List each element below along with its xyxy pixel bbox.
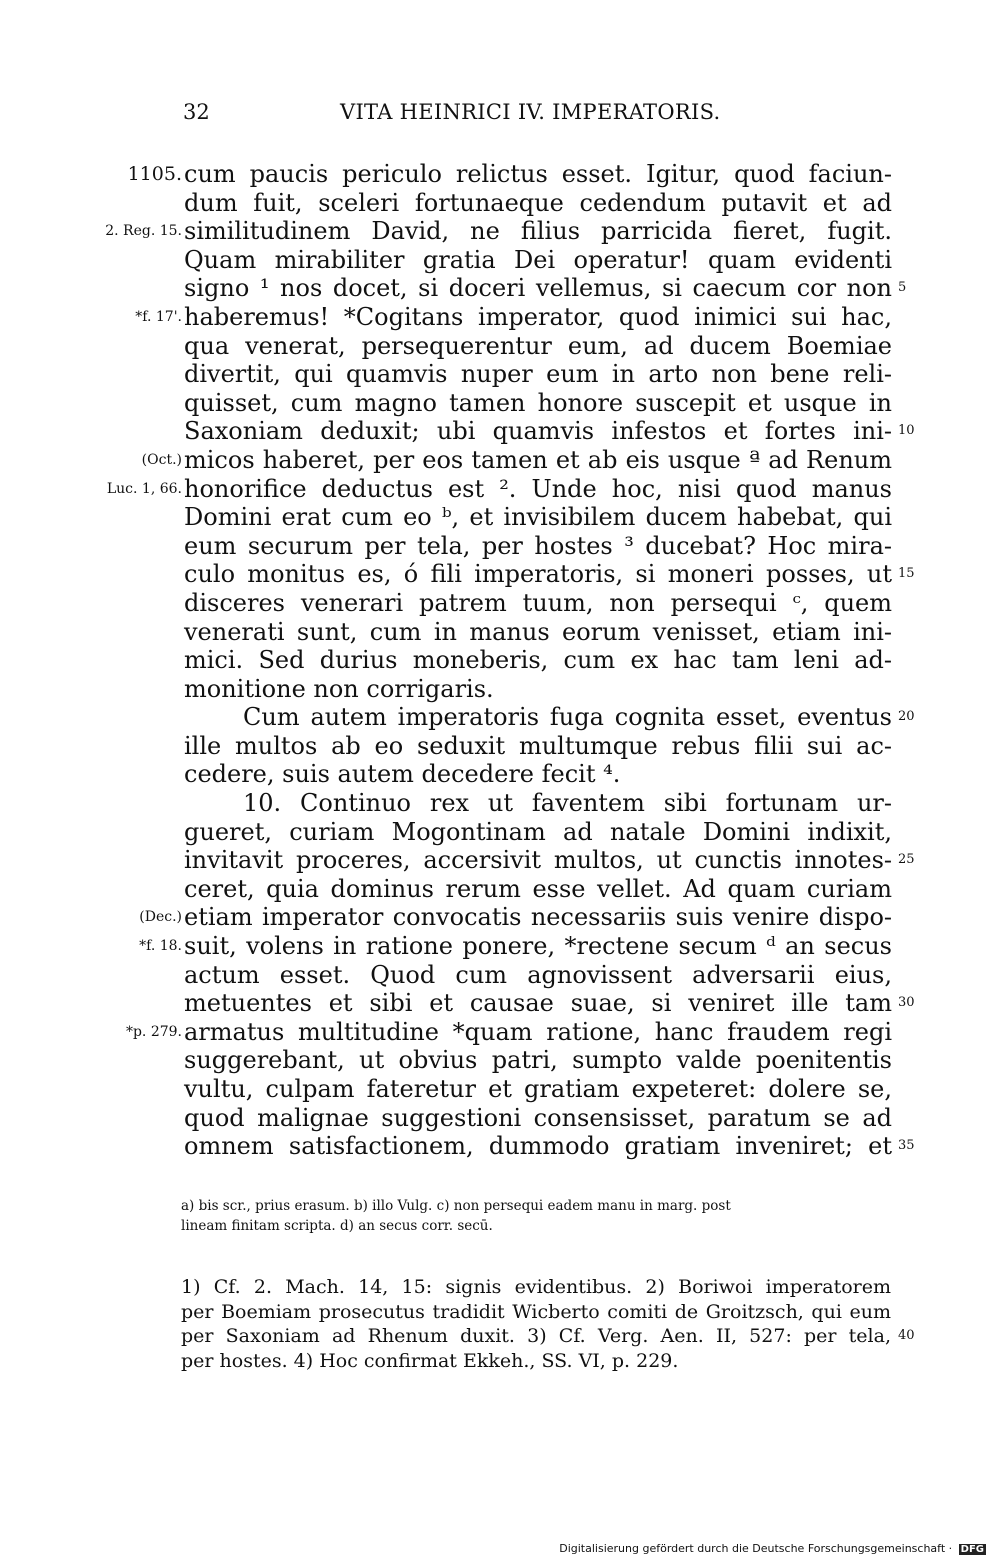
line-text: haberemus! *Cogitans imperator, quod inimici sui hac, — [184, 302, 892, 331]
text-line — [0, 903, 1000, 932]
line-text: quod malignae suggestioni consensisset, paratum se ad — [184, 1103, 892, 1132]
text-line — [0, 732, 1000, 761]
text-line — [0, 1018, 1000, 1047]
margin-note: (Dec.) — [139, 909, 182, 926]
critical-apparatus — [181, 1196, 893, 1236]
text-line — [0, 303, 1000, 332]
line-text: cum paucis periculo relictus esset. Igitur, quod faciun- — [184, 160, 892, 188]
line-text: actum esset. Quod cum agnovissent adversarii eius, — [184, 960, 892, 989]
text-line — [0, 961, 1000, 990]
text-line — [0, 246, 1000, 275]
line-text: disceres venerari patrem tuum, non persequi ᶜ, quem — [184, 588, 892, 617]
text-line — [0, 703, 1000, 732]
text-line — [0, 1132, 1000, 1161]
digitization-credit — [559, 1542, 986, 1555]
line-text: micos haberet, per eos tamen et ab eis usque ª ad Renum — [184, 445, 892, 474]
text-line — [0, 446, 1000, 475]
line-text: monitione non corrigaris. — [184, 674, 494, 703]
line-text: Domini erat cum eo ᵇ, et invisibilem ducem habebat, qui — [184, 503, 892, 532]
line-text: etiam imperator convocatis necessariis suis venire dispo- — [184, 903, 892, 932]
line-text: cedere, suis autem decedere fecit ⁴. — [184, 760, 621, 789]
line-number: 25 — [898, 852, 915, 868]
line-text: metuentes et sibi et causae suae, si veniret ille tam — [184, 989, 892, 1018]
line-text: venerati sunt, cum in manus eorum venisset, etiam ini- — [184, 617, 892, 646]
line-text: suit, volens in ratione ponere, *rectene secum ᵈ an secus — [184, 932, 892, 961]
footnote-text: 1) Cf. 2. Mach. 14, 15: signis evidentibus. 2) Boriwoi imperatorem — [181, 1276, 891, 1298]
line-text: culo monitus es, ó fili imperatoris, si moneri posses, ut — [184, 560, 892, 589]
text-line — [0, 589, 1000, 618]
main-text — [0, 160, 1000, 1161]
line-text: suggerebant, ut obvius patri, sumpto valde poenitentis — [184, 1046, 892, 1075]
line-number: 35 — [898, 1138, 915, 1154]
footnote-line — [181, 1275, 895, 1300]
running-header — [0, 100, 1000, 134]
text-line — [0, 818, 1000, 847]
text-line — [0, 274, 1000, 303]
text-line — [0, 1046, 1000, 1075]
footnote-text: per Boemiam prosecutus tradidit Wicberto comiti de Groitzsch, qui eum — [181, 1300, 891, 1323]
credit-text: Digitalisierung gefördert durch die Deutsche Forschungsgemeinschaft · — [559, 1542, 953, 1555]
text-line — [0, 989, 1000, 1018]
line-text: armatus multitudine *quam ratione, hanc fraudem regi — [184, 1017, 892, 1046]
line-text: honorifice deductus est ². Unde hoc, nisi quod manus — [184, 474, 892, 503]
line-text: vultu, culpam fateretur et gratiam expeteret: dolere se, — [184, 1075, 892, 1103]
text-line — [0, 389, 1000, 418]
footnote-text: per Saxoniam ad Rhenum duxit. 3) Cf. Verg. Aen. II, 527: per tela, — [181, 1325, 891, 1347]
line-text: ille multos ab eo seduxit multumque rebus filii sui ac- — [184, 731, 892, 760]
running-title: VITA HEINRICI IV. IMPERATORIS. — [340, 100, 721, 124]
text-line — [0, 189, 1000, 218]
text-line — [0, 875, 1000, 904]
line-text: Quam mirabiliter gratia Dei operatur! quam evidenti — [184, 245, 892, 274]
line-text: Saxoniam deduxit; ubi quamvis infestos et fortes ini- — [184, 417, 892, 446]
line-text: Cum autem imperatoris fuga cognita esset, eventus — [243, 703, 892, 732]
text-line — [0, 360, 1000, 389]
footnote-line — [181, 1324, 915, 1349]
dfg-logo: DFG — [960, 1544, 984, 1555]
margin-note: 1105. — [127, 163, 182, 185]
text-line — [0, 789, 1000, 818]
margin-note: *f. 17'. — [135, 308, 182, 325]
line-text: similitudinem David, ne filius parricida fieret, fugit. — [184, 217, 892, 246]
footnote-line — [181, 1349, 895, 1374]
margin-note: *f. 18. — [139, 938, 182, 955]
text-line — [0, 932, 1000, 961]
line-text: 10. Continuo rex ut faventem sibi fortunam ur- — [243, 789, 892, 818]
line-text: gueret, curiam Mogontinam ad natale Domini indixit, — [184, 817, 892, 846]
footnotes — [181, 1275, 915, 1373]
text-line — [0, 646, 1000, 675]
footnote-text: per hostes. 4) Hoc confirmat Ekkeh., SS. VI, p. 229. — [181, 1349, 679, 1372]
margin-note: Luc. 1, 66. — [106, 480, 182, 497]
line-number: 20 — [898, 709, 915, 725]
text-line — [0, 503, 1000, 532]
line-number: 15 — [898, 566, 915, 582]
margin-note: (Oct.) — [141, 451, 182, 468]
line-text: mici. Sed durius moneberis, cum ex hac tam leni ad- — [184, 646, 892, 675]
text-line — [0, 760, 1000, 789]
text-line — [0, 1104, 1000, 1133]
text-line — [0, 560, 1000, 589]
margin-note: 2. Reg. 15. — [105, 223, 182, 240]
text-line — [0, 618, 1000, 647]
apparatus-line: a) bis scr., prius erasum. b) illo Vulg. c) non persequi eadem manu in marg. post — [181, 1198, 731, 1214]
line-text: ceret, quia dominus rerum esse vellet. Ad quam curiam — [184, 874, 892, 903]
line-text: qua venerat, persequerentur eum, ad ducem Boemiae — [184, 331, 892, 360]
line-text: dum fuit, sceleri fortunaeque cedendum putavit et ad — [184, 188, 892, 217]
text-line — [0, 332, 1000, 361]
line-number: 30 — [898, 995, 915, 1011]
margin-note: *p. 279. — [125, 1023, 182, 1040]
text-line — [0, 1075, 1000, 1104]
text-line — [0, 217, 1000, 246]
text-line — [0, 675, 1000, 704]
line-text: omnem satisfactionem, dummodo gratiam inveniret; et — [184, 1132, 892, 1161]
line-text: invitavit proceres, accersivit multos, ut cunctis innotes- — [184, 846, 892, 875]
line-text: divertit, qui quamvis nuper eum in arto non bene reli- — [184, 360, 892, 389]
line-text: signo ¹ nos docet, si doceri vellemus, si caecum cor non — [184, 274, 892, 303]
text-line — [0, 846, 1000, 875]
line-number: 5 — [898, 280, 907, 296]
line-number: 10 — [898, 423, 915, 439]
text-line — [0, 475, 1000, 504]
apparatus-line: lineam finitam scripta. d) an secus corr. secū. — [181, 1218, 493, 1234]
text-line — [0, 160, 1000, 189]
line-text: quisset, cum magno tamen honore suscepit et usque in — [184, 388, 892, 417]
line-text: eum securum per tela, per hostes ³ ducebat? Hoc mira- — [184, 531, 892, 560]
line-number: 40 — [898, 1328, 915, 1343]
text-line — [0, 532, 1000, 561]
footnote-line — [181, 1300, 895, 1325]
page-number: 32 — [183, 100, 210, 124]
text-line — [0, 417, 1000, 446]
